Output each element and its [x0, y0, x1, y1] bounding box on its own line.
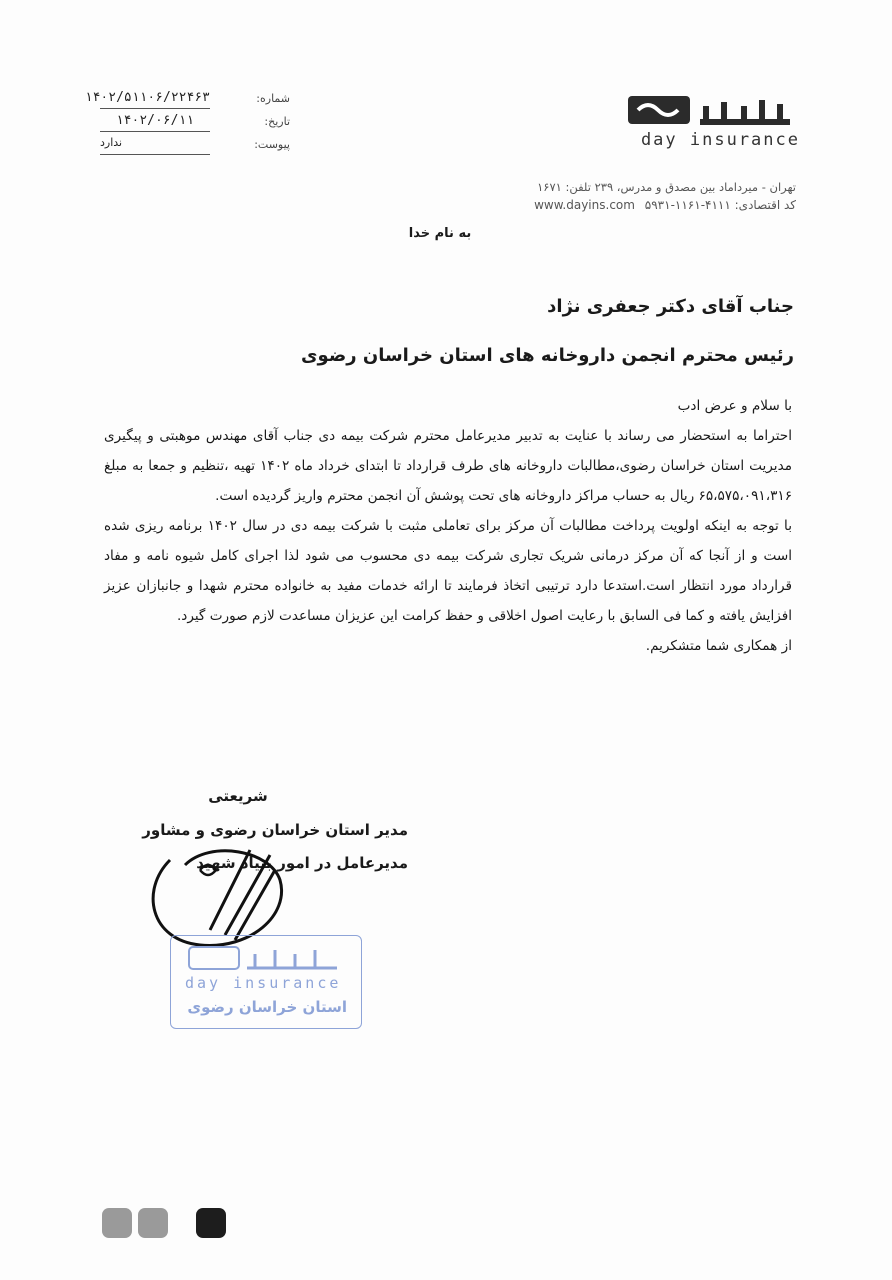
footer-marks [102, 1208, 226, 1238]
letter-meta [80, 90, 290, 159]
attachment-value: ندارد [100, 136, 210, 155]
basmala: به نام خدا [408, 226, 472, 241]
greeting: با سلام و عرض ادب [677, 398, 792, 414]
letter-body [104, 391, 792, 661]
stamp-persian: استان خراسان رضوی [187, 998, 347, 1016]
date-label: تاریخ: [264, 115, 290, 128]
number-value: ۱۴۰۲/۵۱۱۰۶/۲۲۴۶۳ [100, 90, 210, 109]
footer-square-icon [138, 1208, 168, 1238]
attachment-label: پیوست: [254, 138, 290, 151]
attachment-row [80, 136, 290, 159]
logo-english: day insurance [640, 130, 800, 150]
paragraph-2: با توجه به اینکه اولویت پرداخت مطالبات آن مرکز برای تعاملی مثبت با شرکت بیمه دی در سال ۱۴۰۲ برنامه ریزی شده است و از آنجا که آن مرکز درمانی شریک تجاری شرکت بیمه دی محسوب می شود لذا اجرای کامل شیوه نامه و مفاد قرارداد مورد انتظار است.استدعا دارد ترتیبی اتخاذ فرمایند تا ارائه خدمات مفید به خانواده محترم شهدا و جانبازان عزیز افزایش یافته و کما فی السابق با رعایت اصول اخلاقی و حفظ کرامت این عزیزان مساعدت لازم صورت گیرد. [104, 518, 792, 624]
footer-square-icon [102, 1208, 132, 1238]
economic-code: کد اقتصادی: ۴۱۱۱-۱۱۶۱-۵۹۳۱ [644, 198, 796, 212]
addressee-title: رئیس محترم انجمن داروخانه های استان خراسان رضوی [301, 345, 794, 366]
date-row [80, 113, 290, 136]
website[interactable]: www.dayins.com [534, 198, 635, 212]
closing: از همکاری شما متشکریم. [645, 638, 792, 654]
company-stamp [170, 935, 362, 1029]
footer-square-icon [196, 1208, 226, 1238]
addressee-name: جناب آقای دکتر جعفری نژاد [547, 296, 794, 317]
stamp-logo-icon [185, 944, 345, 972]
date-value: ۱۴۰۲/۰۶/۱۱ [100, 113, 210, 132]
signer-title-2: مدیرعامل در امور بنیاد شهید [196, 854, 408, 872]
stamp-english: day insurance [185, 974, 342, 992]
company-web-line [496, 198, 796, 212]
company-address: تهران - میرداماد بین مصدق و مدرس، ۲۳۹ تلفن: ۱۶۷۱ [537, 180, 796, 194]
signer-name: شریعتی [208, 787, 268, 805]
paragraph-1: احتراما به استحضار می رساند با عنایت به تدبیر مدیرعامل محترم شرکت بیمه دی جناب آقای مهندس موهبتی و پیگیری مدیریت استان خراسان رضوی،مطالبات داروخانه های طرف قرارداد تا ابتدای خرداد ماه ۱۴۰۲ تهیه ،تنظیم و جمعا به مبلغ ۶۵،۵۷۵،۰۹۱،۳۱۶ ریال به حساب مراکز داروخانه های تحت پوشش آن انجمن محترم واریز گردیده است. [104, 428, 792, 504]
number-row [80, 90, 290, 113]
signer-title-1: مدیر استان خراسان رضوی و مشاور [142, 821, 408, 839]
logo-mark-icon [628, 92, 800, 128]
company-logo [628, 92, 800, 154]
number-label: شماره: [256, 92, 290, 105]
